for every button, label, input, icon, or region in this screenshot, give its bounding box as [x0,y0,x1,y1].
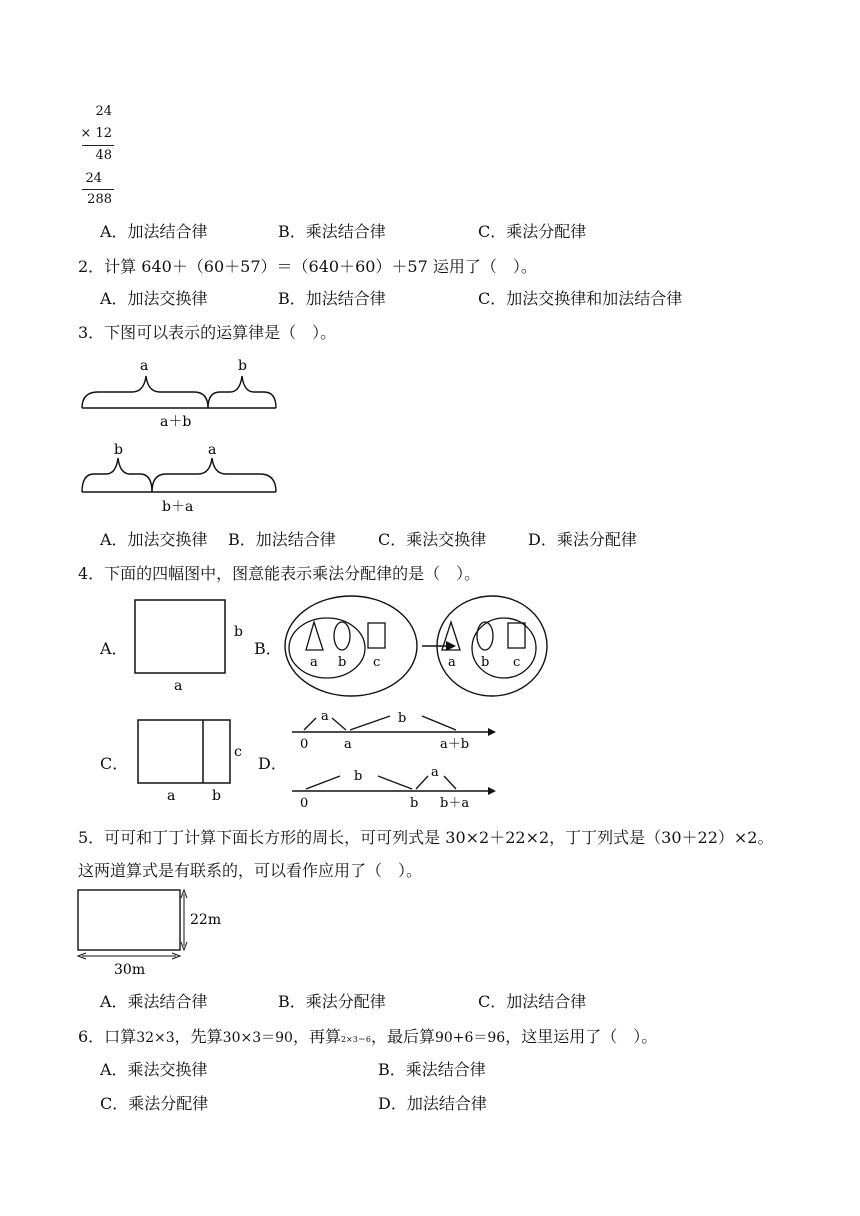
figd-top-tick-ab: a＋b [440,737,470,752]
figa-label-a: a [174,678,183,694]
q4-figure-d[interactable] [284,704,504,812]
q6-expr-2: 30×3＝90 [222,1030,293,1046]
q5-text-line-2: 这两道算式是有联系的，可以看作应用了（ ）。 [78,861,423,880]
q6-option-a[interactable]: A．乘法交换律 [100,1060,208,1079]
q1-option-a[interactable]: A．加法结合律 [100,222,208,241]
bottom-label-sum: b＋a [162,499,194,515]
bottom-label-a: a [208,442,217,458]
width-label: 30m [114,962,146,978]
top-label-b: b [238,358,247,374]
figc-label-c: c [234,744,242,760]
triangle-icon [306,622,323,650]
q3-option-b[interactable]: B．加法结合律 [228,530,336,549]
q3-option-a[interactable]: A．加法交换律 [100,530,208,549]
figb-label-c2: c [513,655,521,670]
brace-b-top [208,376,276,408]
figd-top-tick-a: a [344,737,352,752]
top-label-a: a [140,358,149,374]
height-label: 22m [190,912,222,928]
arrow-head-icon [488,787,496,795]
q5-option-a[interactable]: A．乘法结合律 [100,992,208,1011]
q4-option-a-label[interactable]: A． [100,639,128,658]
brace-a-bottom [152,458,276,492]
figd-bottom-tick-ba: b＋a [440,796,470,811]
bottom-label-b: b [114,442,123,458]
rectangle [78,890,180,950]
q6-expr-4: 90+6＝96 [434,1030,506,1046]
q6-option-b[interactable]: B．乘法结合律 [378,1060,486,1079]
q6-prefix: 6．口算 [78,1027,137,1046]
mult-line-3: 48 [95,148,112,163]
q6-mid-2: ，再算 [292,1027,341,1046]
q5-option-c[interactable]: C．加法结合律 [478,992,587,1011]
figb-label-b1: b [338,655,347,670]
arrow-head-icon [488,728,496,736]
q6-expr-1: 32×3 [136,1030,175,1046]
q6-text [78,1024,657,1047]
q3-option-c[interactable]: C．乘法交换律 [378,530,487,549]
q6-mid-3: ，最后算 [370,1027,435,1046]
q3-option-d[interactable]: D．乘法分配律 [528,530,637,549]
rectangle-icon [368,623,385,648]
mult-line-4: 24 [85,171,102,186]
inner-ellipse-left [289,618,365,678]
q2-option-b[interactable]: B．加法结合律 [278,289,386,308]
mult-line-5: 288 [87,192,112,207]
q6-expr-3: 2×3＝6 [340,1035,371,1044]
q5-text-line-1: 5．可可和丁丁计算下面长方形的周长，可可列式是 30×2＋22×2，丁丁列式是（30＋22）×2。 [78,828,774,847]
q6-mid-1: ，先算 [174,1027,223,1046]
figa-label-b: b [234,624,243,640]
q1-option-b[interactable]: B．乘法结合律 [278,222,386,241]
figd-top-label-a: a [321,709,329,724]
oval-icon [477,622,493,650]
q4-figure-c[interactable] [130,712,254,806]
q4-option-b-label[interactable]: B． [254,639,282,658]
brace-a-top [82,376,208,408]
figb-label-b2: b [481,655,490,670]
figd-bottom-label-b: b [354,769,363,784]
figd-top-label-b: b [398,711,407,726]
figb-label-a1: a [310,655,318,670]
rectangle [135,600,225,673]
outer-ellipse-left [285,596,417,696]
oval-icon [334,622,350,650]
q2-text: 2．计算 640＋（60＋57）＝（640＋60）＋57 运用了（ ）。 [78,257,537,276]
q4-figure-b[interactable] [282,594,550,698]
q5-option-b[interactable]: B．乘法分配律 [278,992,386,1011]
brace-b-bottom [82,458,152,492]
q4-option-c-label[interactable]: C． [100,754,129,773]
mult-rule-2 [82,189,114,190]
q2-option-a[interactable]: A．加法交换律 [100,289,208,308]
figd-bottom-label-a: a [431,765,439,780]
q6-option-c[interactable]: C．乘法分配律 [100,1094,209,1113]
figb-label-c1: c [373,655,381,670]
q2-option-c[interactable]: C．加法交换律和加法结合律 [478,289,683,308]
figd-top-tick-0: 0 [300,737,309,752]
q3-text: 3．下图可以表示的运算律是（ ）。 [78,323,337,342]
figc-label-b: b [212,788,221,804]
rectangle [138,720,230,783]
figc-label-a: a [167,788,176,804]
mult-rule-1 [82,145,114,146]
brace-diagram [70,350,290,520]
q4-option-d-label[interactable]: D． [258,754,287,773]
q4-text: 4．下面的四幅图中，图意能表示乘法分配律的是（ ）。 [78,564,481,583]
mult-line-2: × 12 [80,126,112,141]
figd-bottom-tick-0: 0 [300,796,309,811]
figb-label-a2: a [448,655,456,670]
top-label-sum: a＋b [160,414,192,430]
q4-figure-a[interactable] [130,596,260,696]
q6-suffix: ，这里运用了（ ）。 [505,1027,658,1046]
q5-rectangle-figure [72,884,232,980]
rectangle-icon [508,623,525,648]
q1-option-c[interactable]: C．乘法分配律 [478,222,587,241]
figd-bottom-tick-b: b [410,796,419,811]
q6-option-d[interactable]: D．加法结合律 [378,1094,487,1113]
mult-line-1: 24 [95,104,112,119]
